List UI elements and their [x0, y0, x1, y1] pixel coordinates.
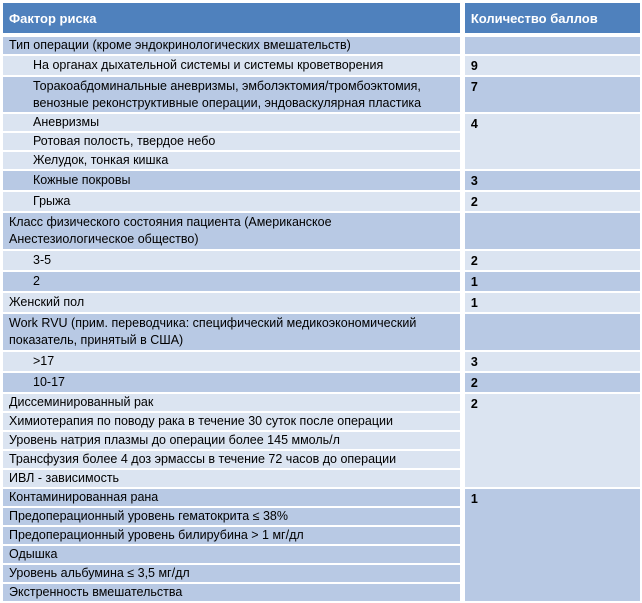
- factor-cell: Кожные покровы: [3, 170, 462, 191]
- points-cell: 2: [462, 191, 640, 212]
- table-row: [3, 76, 640, 113]
- points-cell: [462, 313, 640, 351]
- factor-cell: Work RVU (прим. переводчика: специфический медикоэкономический показатель, принятый в США): [3, 313, 462, 351]
- table-row: [3, 35, 640, 55]
- factor-cell: 3-5: [3, 250, 462, 271]
- factor-cell: Уровень натрия плазмы до операции более 145 ммоль/л: [3, 431, 462, 450]
- factor-cell: Тип операции (кроме эндокринологических вмешательств): [3, 35, 462, 55]
- factor-cell: Диссеминированный рак: [3, 393, 462, 412]
- points-cell: 2: [462, 393, 640, 488]
- table-row: [3, 191, 640, 212]
- points-cell: 1: [462, 271, 640, 292]
- points-cell: 1: [462, 488, 640, 602]
- factor-cell: ИВЛ - зависимость: [3, 469, 462, 488]
- factor-cell: Торакоабдоминальные аневризмы, эмболэктомия/тромбоэктомия, венозные реконструктивные операции, эндоваскулярная пластика: [3, 76, 462, 113]
- factor-cell: Грыжа: [3, 191, 462, 212]
- factor-cell: На органах дыхательной системы и системы кроветворения: [3, 55, 462, 76]
- table-row: [3, 393, 640, 412]
- table-row: [3, 292, 640, 313]
- factor-cell: Желудок, тонкая кишка: [3, 151, 462, 170]
- factor-cell: 2: [3, 271, 462, 292]
- table-row: [3, 351, 640, 372]
- factor-cell: Ротовая полость, твердое небо: [3, 132, 462, 151]
- table-row: [3, 212, 640, 250]
- header-risk-factor: Фактор риска: [3, 3, 462, 35]
- points-cell: 3: [462, 170, 640, 191]
- factor-cell: Контаминированная рана: [3, 488, 462, 507]
- table-row: [3, 313, 640, 351]
- header-points: Количество баллов: [462, 3, 640, 35]
- table-header-row: [3, 3, 640, 35]
- factor-cell: Химиотерапия по поводу рака в течение 30 суток после операции: [3, 412, 462, 431]
- points-cell: 2: [462, 250, 640, 271]
- table-row: [3, 170, 640, 191]
- factor-cell: Предоперационный уровень гематокрита ≤ 38%: [3, 507, 462, 526]
- points-cell: 4: [462, 113, 640, 170]
- points-cell: 2: [462, 372, 640, 393]
- factor-cell: Трансфузия более 4 доз эрмассы в течение 72 часов до операции: [3, 450, 462, 469]
- points-cell: 9: [462, 55, 640, 76]
- points-cell: 7: [462, 76, 640, 113]
- factor-cell: Одышка: [3, 545, 462, 564]
- table-row: [3, 271, 640, 292]
- table-row: [3, 113, 640, 132]
- factor-cell: Предоперационный уровень билирубина > 1 мг/дл: [3, 526, 462, 545]
- factor-cell: Женский пол: [3, 292, 462, 313]
- points-cell: [462, 35, 640, 55]
- factor-cell: Экстренность вмешательства: [3, 583, 462, 602]
- points-cell: 3: [462, 351, 640, 372]
- table-row: [3, 372, 640, 393]
- table-row: [3, 488, 640, 507]
- factor-cell: >17: [3, 351, 462, 372]
- factor-cell: Уровень альбумина ≤ 3,5 мг/дл: [3, 564, 462, 583]
- points-cell: [462, 212, 640, 250]
- factor-cell: Класс физического состояния пациента (Американское Анестезиологическое общество): [3, 212, 462, 250]
- points-cell: 1: [462, 292, 640, 313]
- table-row: [3, 250, 640, 271]
- factor-cell: 10-17: [3, 372, 462, 393]
- table-row: [3, 55, 640, 76]
- risk-factor-table: [3, 3, 640, 603]
- factor-cell: Аневризмы: [3, 113, 462, 132]
